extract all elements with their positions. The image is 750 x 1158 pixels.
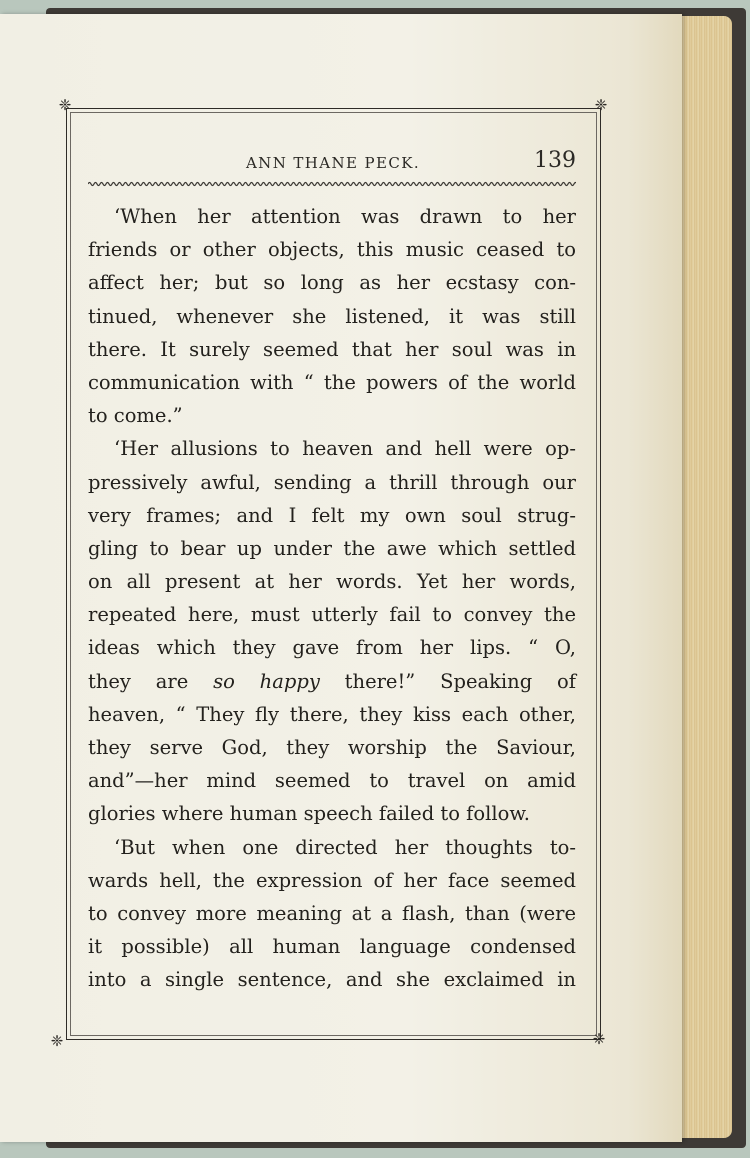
- text-line: on all present at her words. Yet her words,: [88, 570, 576, 594]
- text-line: pressively awful, sending a thrill through our: [88, 470, 576, 494]
- wavy-rule: [88, 180, 576, 188]
- text-line: tinued, whenever she listened, it was still: [88, 304, 576, 328]
- text-line-segment: they are: [88, 669, 214, 693]
- text-line: into a single sentence, and she exclaimed in: [88, 968, 576, 992]
- text-line: repeated here, must utterly fail to convey the: [88, 603, 576, 627]
- text-line: heaven, “ They fly there, they kiss each other,: [88, 702, 576, 726]
- text-line: friends or other objects, this music ceased to: [88, 238, 576, 262]
- text-line: wards hell, the expression of her face seemed: [88, 868, 576, 892]
- text-line: and”—her mind seemed to travel on amid: [88, 769, 576, 793]
- corner-ornament-top-right-icon: ❈: [594, 96, 608, 114]
- text-line: ‘When her attention was drawn to her: [114, 205, 576, 228]
- text-line: it possible) all human language condensed: [88, 935, 576, 959]
- corner-ornament-bottom-left-icon: ❈: [50, 1032, 64, 1050]
- text-line: there. It surely seemed that her soul was in: [88, 337, 576, 361]
- italic-emphasis: so happy: [213, 669, 320, 693]
- text-line: communication with “ the powers of the world: [88, 370, 576, 394]
- text-line: ideas which they gave from her lips. “ O,: [88, 636, 576, 660]
- corner-ornament-bottom-right-icon: ❈: [592, 1030, 606, 1048]
- text-line-segment: there!” Speaking of: [319, 669, 576, 693]
- body-text: [88, 200, 576, 997]
- text-line: to convey more meaning at a flash, than (were: [88, 901, 576, 925]
- text-line: they serve God, they worship the Saviour,: [88, 736, 576, 759]
- page-number: 139: [534, 148, 576, 173]
- corner-ornament-top-left-icon: ❈: [58, 96, 72, 114]
- text-line: to come.”: [88, 404, 183, 428]
- text-line: ‘Her allusions to heaven and hell were op-: [114, 437, 576, 461]
- text-line: very frames; and I felt my own soul strug-: [88, 503, 576, 527]
- text-line: gling to bear up under the awe which settled: [88, 536, 576, 560]
- text-line: ‘But when one directed her thoughts to-: [114, 835, 576, 859]
- text-line: [88, 665, 576, 698]
- running-head: [88, 148, 578, 178]
- text-line: glories where human speech failed to follow.: [88, 802, 530, 826]
- text-line: affect her; but so long as her ecstasy con-: [88, 271, 576, 295]
- running-title: ANN THANE PECK.: [245, 154, 421, 172]
